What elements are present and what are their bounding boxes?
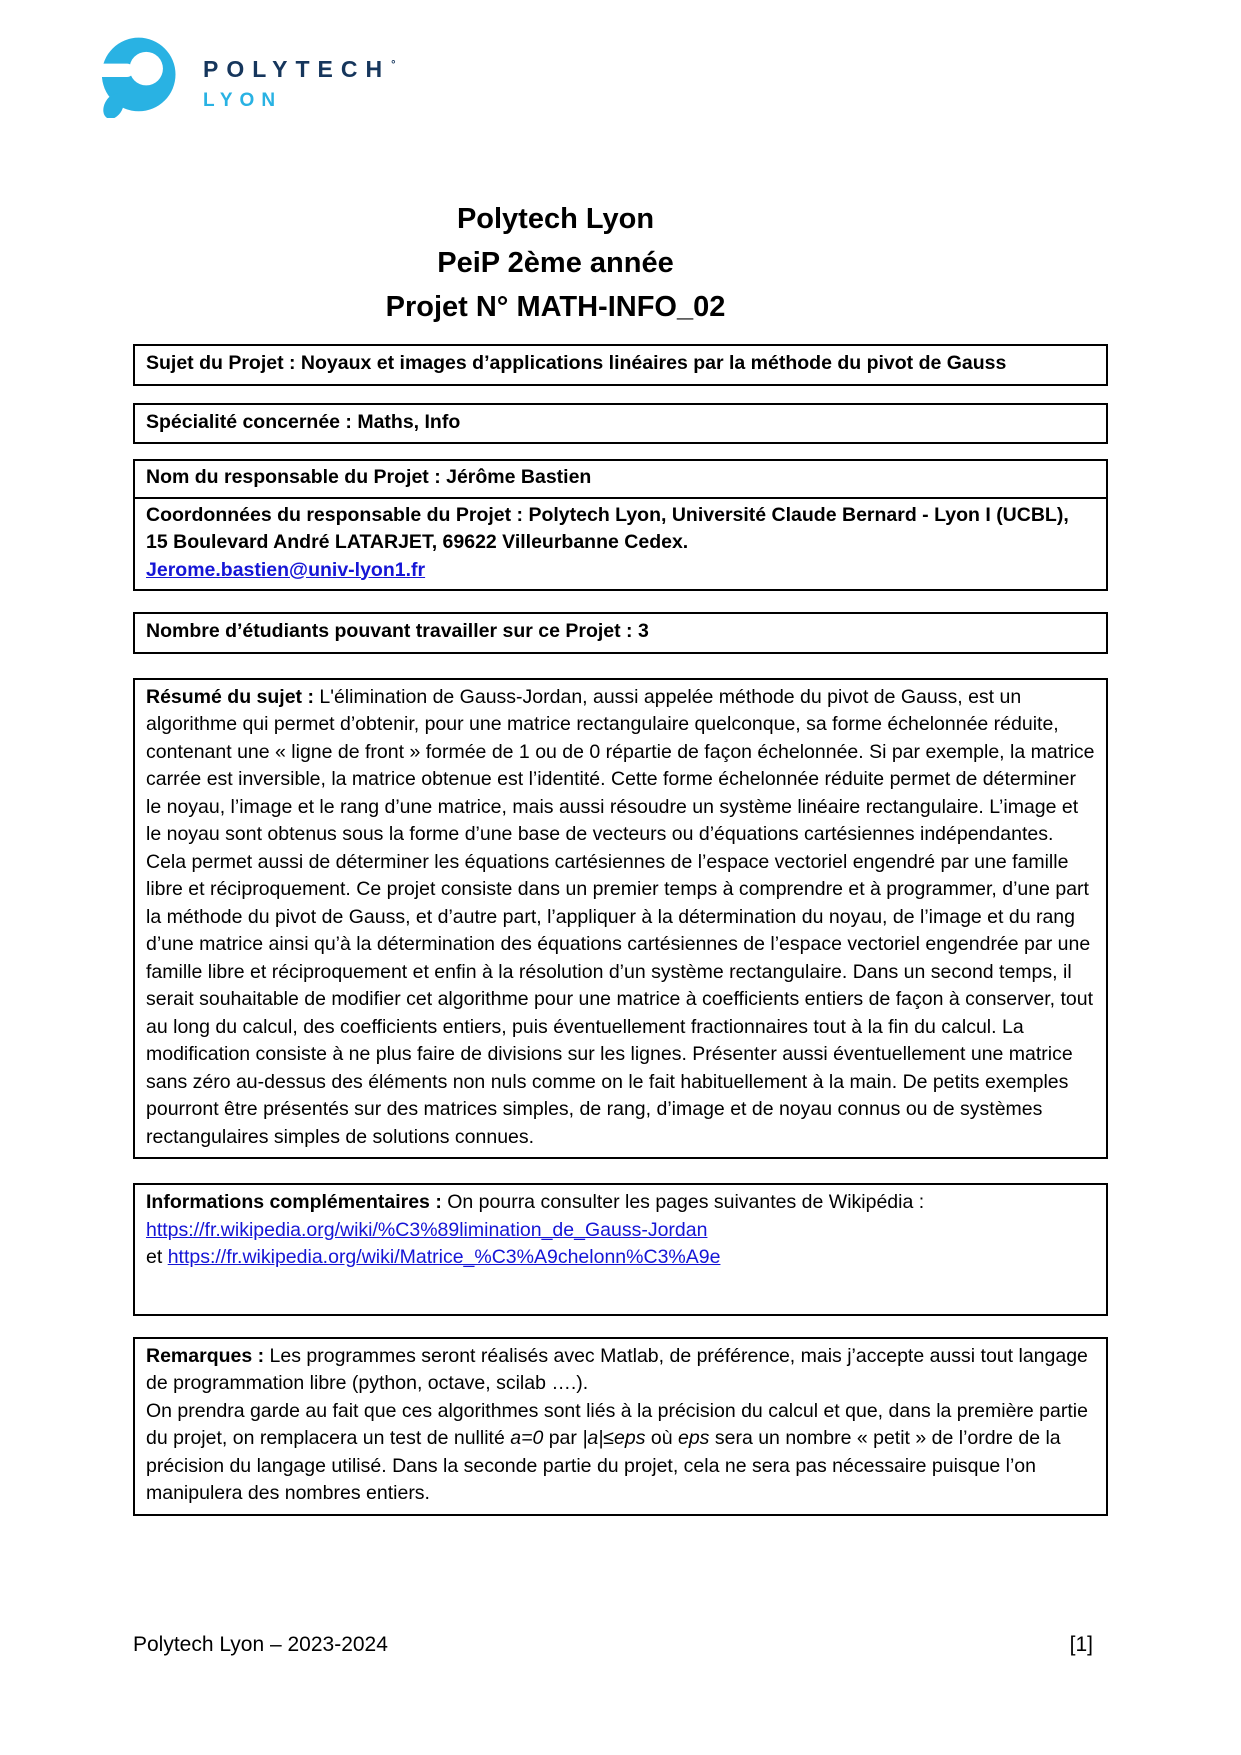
text-segment: Informations complémentaires :: [146, 1191, 448, 1213]
text-segment: sera un nombre « petit » de l’ordre de la précision du langage utilisé. Dans la seconde partie du projet, cela ne sera pas nécessaire puisque l’on manipulera des nombres entiers.: [146, 1427, 1061, 1504]
title-line-3: Projet N° MATH-INFO_02: [385, 291, 726, 324]
sujet-box: [133, 344, 1108, 386]
remarques-paragraph-2: [146, 1398, 1095, 1508]
text-segment: L'élimination de Gauss-Jordan, aussi appelée méthode du pivot de Gauss, est un algorithme qui permet d’obtenir, pour une matrice rectangulaire quelconque, sa forme échelonnée réduite, contenant une « ligne de front » formée de 1 ou de 0 répartie de façon échelonnée. Si par exemple, la matrice carrée est inversible, la matrice obtenue est l’identité. Cette forme échelonnée réduite permet de déterminer le noyau, l’image et le rang d’une matrice, mais aussi résoudre un système linéaire rectangulaire. L’image et le noyau sont obtenus sous la forme d’une base de vecteurs ou d’équations cartésiennes indépendantes. Cela permet aussi de déterminer les équations cartésiennes de l’espace vectoriel engendré par une famille libre et réciproquement. Ce projet consiste dans un premier temps à comprendre et à programmer, d’une part la méthode du pivot de Gauss, et d’autre part, l’appliquer à la détermination du noyau, de l’image et du rang d’une matrice ainsi qu’à la détermination des équations cartésiennes de l’espace vectoriel engendrée par une famille libre et réciproquement et enfin à la résolution d’un système rectangulaire. Dans un second temps, il serait souhaitable de modifier cet algorithme pour une matrice à coefficients entiers de façon à conserver, tout au long du calcul, des coefficients entiers, puis éventuellement fractionnaires tout à la fin du calcul. La modification consiste à ne plus faire de divisions sur les lignes. Présenter aussi éventuellement une matrice sans zéro au-dessus des éléments non nuls comme on le fait habituellement à la main. De petits exemples pourront être présentés sur des matrices simples, de rang, d’image et de noyau connus ou de systèmes rectangulaires simples de solutions connues.: [146, 685, 1095, 1148]
logo-wordmark-label: POLYTECH: [203, 56, 391, 82]
informations-box: [133, 1183, 1108, 1316]
responsable-nom-text: [135, 461, 1106, 497]
hyperlink[interactable]: https://fr.wikipedia.org/wiki/Matrice_%C3%A9chelonn%C3%A9e: [167, 1246, 721, 1268]
specialite-text: [146, 409, 1095, 437]
resume-box: [133, 678, 1108, 1160]
title-line-1: Polytech Lyon: [456, 203, 655, 236]
text-segment: On prendra garde au fait que ces algorithmes sont liés à la précision du calcul et que, dans la première partie du projet, on remplacera un test de nullité: [146, 1399, 1088, 1449]
text-segment: où: [645, 1427, 678, 1449]
remarques-box: [133, 1337, 1108, 1516]
text-segment: Remarques :: [146, 1344, 270, 1367]
polytech-logo-text: [203, 36, 396, 112]
polytech-logo: [95, 36, 396, 118]
logo-trademark: °: [391, 59, 396, 72]
polytech-p-icon: [95, 36, 179, 118]
document-body: [133, 344, 1108, 1516]
footer-page-number: [1]: [1069, 1633, 1093, 1656]
footer-school-year: Polytech Lyon – 2023-2024: [133, 1633, 388, 1656]
responsable-coordonnees-text: [135, 497, 1106, 590]
text-segment: Les programmes seront réalisés avec Matlab, de préférence, mais j’accepte aussi tout langage de programmation libre (python, octave, scilab ….).: [146, 1344, 1088, 1394]
page-footer: [133, 1632, 1093, 1658]
nombre-etudiants-box: [133, 612, 1108, 654]
text-segment: Nom du responsable du Projet : Jérôme Bastien: [146, 466, 592, 488]
text-segment: Coordonnées du responsable du Projet : Polytech Lyon, Université Claude Bernard - Lyon I (UCBL), 15 Boulevard André LATARJET, 69622 Villeurbanne Cedex.: [146, 503, 1069, 553]
hyperlink[interactable]: Jerome.bastien@univ-lyon1.fr: [146, 558, 426, 581]
hyperlink[interactable]: https://fr.wikipedia.org/wiki/%C3%89limination_de_Gauss-Jordan: [146, 1218, 708, 1241]
sujet-text: [146, 350, 1095, 378]
logo-wordmark: [203, 56, 396, 83]
text-segment: On pourra consulter les pages suivantes de Wikipédia :: [447, 1191, 925, 1213]
remarques-paragraph-1: [146, 1343, 1095, 1398]
text-segment: a=0: [510, 1427, 544, 1449]
logo-city-label: LYON: [203, 90, 283, 111]
text-segment: Sujet du Projet : Noyaux et images d’applications linéaires par la méthode du pivot de Gauss: [146, 352, 1007, 374]
text-segment: Nombre d’étudiants pouvant travailler sur ce Projet : 3: [146, 620, 649, 642]
nombre-etudiants-text: [146, 618, 1095, 646]
text-segment: Spécialité concernée : Maths, Info: [146, 410, 461, 433]
resume-text: [146, 684, 1095, 1152]
text-segment: par: [543, 1427, 583, 1449]
specialite-box: [133, 403, 1108, 445]
text-segment: |a|≤eps: [582, 1427, 646, 1449]
text-segment: Résumé du sujet :: [146, 685, 320, 708]
responsable-box: [133, 459, 1108, 591]
title-line-2: PeiP 2ème année: [437, 247, 674, 280]
document-title: [133, 197, 1108, 329]
text-segment: eps: [677, 1427, 710, 1449]
informations-text: [146, 1189, 1095, 1272]
text-segment: et: [146, 1246, 168, 1268]
